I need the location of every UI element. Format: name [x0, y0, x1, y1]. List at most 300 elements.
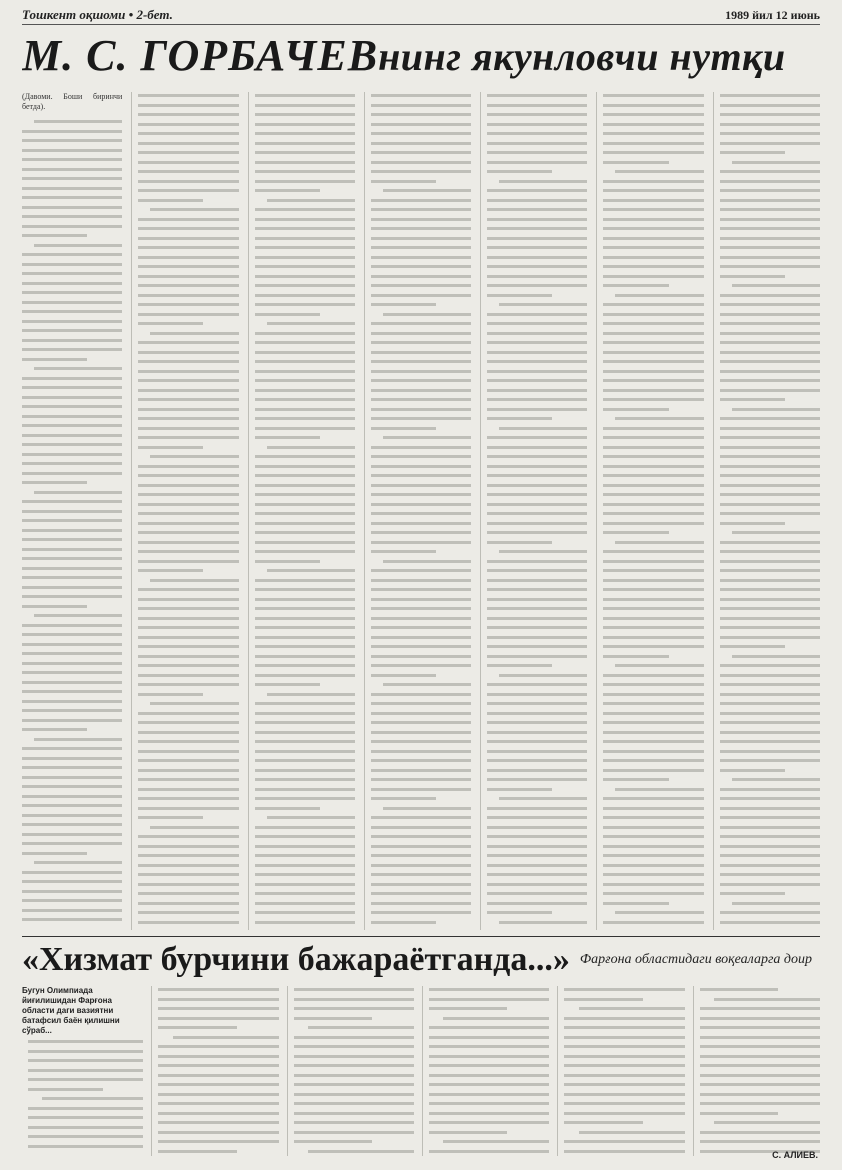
text-line	[564, 1017, 684, 1020]
text-line	[255, 503, 355, 506]
text-line	[720, 294, 820, 297]
text-line	[615, 911, 703, 914]
text-line	[487, 759, 587, 762]
text-line	[138, 398, 238, 401]
text-line	[138, 560, 238, 563]
text-line	[720, 379, 820, 382]
text-line	[138, 854, 238, 857]
text-line	[138, 123, 238, 126]
text-line	[700, 1045, 820, 1048]
text-line	[255, 921, 355, 924]
text-line	[487, 474, 587, 477]
text-line	[487, 883, 587, 886]
text-line	[138, 626, 238, 629]
text-line	[732, 655, 820, 658]
text-line	[487, 788, 552, 791]
text-line	[22, 500, 122, 503]
text-line	[564, 1083, 684, 1086]
text-line	[22, 690, 122, 693]
text-line	[720, 512, 820, 515]
text-line	[603, 123, 703, 126]
text-line	[720, 351, 820, 354]
text-line	[255, 275, 355, 278]
text-line	[487, 123, 587, 126]
text-line	[138, 189, 238, 192]
text-line	[371, 265, 471, 268]
text-line	[720, 911, 820, 914]
text-line	[603, 341, 703, 344]
text-line	[138, 417, 238, 420]
text-line	[22, 519, 122, 522]
text-line	[429, 1083, 549, 1086]
text-line	[371, 398, 471, 401]
text-line	[22, 510, 122, 513]
text-line	[603, 208, 703, 211]
text-line	[603, 835, 703, 838]
text-line	[371, 645, 471, 648]
text-line	[487, 598, 587, 601]
text-line	[255, 522, 355, 525]
text-line	[138, 617, 238, 620]
text-line	[22, 282, 122, 285]
text-line	[22, 139, 122, 142]
text-line	[158, 1112, 278, 1115]
text-line	[603, 113, 703, 116]
text-line	[487, 398, 587, 401]
text-line	[22, 301, 122, 304]
text-line	[138, 151, 238, 154]
text-line	[294, 1121, 414, 1124]
article-column	[422, 986, 549, 1156]
text-line	[28, 1107, 143, 1110]
text-line	[732, 408, 820, 411]
text-line	[603, 854, 703, 857]
text-line	[720, 854, 820, 857]
text-line	[138, 322, 203, 325]
text-block	[429, 986, 549, 1156]
text-line	[429, 988, 549, 991]
text-line	[371, 902, 471, 905]
text-line	[429, 1102, 549, 1105]
text-line	[138, 389, 238, 392]
text-line	[255, 227, 355, 230]
text-line	[255, 123, 355, 126]
text-line	[720, 370, 820, 373]
text-line	[22, 662, 122, 665]
text-line	[720, 503, 820, 506]
text-line	[700, 1093, 820, 1096]
text-line	[22, 605, 87, 608]
text-line	[371, 826, 471, 829]
text-line	[22, 557, 122, 560]
text-line	[138, 873, 238, 876]
text-line	[487, 617, 587, 620]
text-line	[255, 759, 355, 762]
masthead-date: 1989 йил 12 июнь	[725, 7, 820, 22]
text-line	[22, 652, 122, 655]
text-line	[255, 579, 355, 582]
text-line	[487, 408, 587, 411]
text-line	[371, 569, 471, 572]
text-line	[371, 759, 471, 762]
text-line	[138, 113, 238, 116]
text-line	[22, 130, 122, 133]
text-line	[138, 503, 238, 506]
text-line	[579, 1131, 685, 1134]
text-line	[138, 569, 203, 572]
text-line	[28, 1078, 143, 1081]
text-line	[603, 816, 703, 819]
second-subtitle: Фарғона областидаги воқеаларга доир	[579, 952, 812, 967]
text-line	[720, 484, 820, 487]
text-line	[138, 550, 238, 553]
text-line	[720, 208, 820, 211]
text-line	[603, 731, 703, 734]
text-line	[138, 531, 238, 534]
text-line	[603, 769, 703, 772]
text-line	[138, 436, 238, 439]
text-line	[255, 598, 355, 601]
text-line	[603, 826, 703, 829]
text-block	[487, 92, 587, 930]
text-line	[371, 797, 436, 800]
second-article-lead: Бугун Олимпиада йиғилишидан Фарғона области даги вазиятни батафсил баён қилишни сўраб...	[22, 986, 120, 1035]
text-line	[383, 313, 471, 316]
text-line	[487, 313, 587, 316]
text-line	[603, 845, 703, 848]
article-column	[480, 92, 587, 930]
text-line	[255, 294, 355, 297]
text-line	[429, 1045, 549, 1048]
text-line	[371, 531, 471, 534]
text-line	[603, 303, 703, 306]
second-article	[22, 986, 820, 1156]
text-line	[603, 702, 703, 705]
text-line	[429, 1007, 507, 1010]
text-line	[429, 1036, 549, 1039]
text-line	[255, 132, 355, 135]
text-line	[720, 151, 785, 154]
text-line	[720, 427, 820, 430]
text-line	[22, 225, 122, 228]
text-line	[487, 246, 587, 249]
text-line	[138, 265, 238, 268]
text-line	[487, 693, 587, 696]
text-line	[720, 142, 820, 145]
text-line	[158, 1102, 278, 1105]
text-line	[487, 778, 587, 781]
text-line	[28, 1069, 143, 1072]
text-line	[371, 227, 471, 230]
text-line	[487, 645, 587, 648]
article-column	[596, 92, 703, 930]
text-line	[371, 132, 471, 135]
text-line	[720, 541, 820, 544]
text-line	[487, 864, 587, 867]
text-line	[499, 797, 587, 800]
text-line	[720, 465, 820, 468]
text-line	[22, 833, 122, 836]
text-line	[487, 664, 552, 667]
text-line	[28, 1088, 103, 1091]
text-line	[564, 988, 684, 991]
article-signature: С. АЛИЕВ.	[772, 1150, 818, 1160]
text-line	[603, 446, 703, 449]
text-line	[371, 455, 471, 458]
text-line	[371, 237, 471, 240]
text-line	[487, 721, 587, 724]
text-line	[371, 512, 471, 515]
text-line	[22, 310, 122, 313]
text-line	[720, 474, 820, 477]
text-line	[34, 861, 122, 864]
text-line	[22, 358, 87, 361]
text-line	[138, 294, 238, 297]
text-line	[158, 1150, 236, 1153]
text-line	[383, 436, 471, 439]
text-line	[138, 370, 238, 373]
text-line	[28, 1126, 143, 1129]
text-line	[371, 360, 471, 363]
text-line	[383, 189, 471, 192]
text-line	[138, 256, 238, 259]
text-line	[255, 493, 355, 496]
text-line	[603, 883, 703, 886]
article-column	[557, 986, 684, 1156]
text-line	[720, 436, 820, 439]
text-line	[603, 531, 668, 534]
text-line	[371, 702, 471, 705]
text-line	[22, 747, 122, 750]
text-line	[720, 237, 820, 240]
text-line	[700, 1112, 778, 1115]
text-line	[255, 778, 355, 781]
text-line	[255, 512, 355, 515]
text-line	[138, 427, 238, 430]
text-line	[158, 1007, 278, 1010]
text-line	[255, 655, 355, 658]
headline-name: М. С. ГОРБАЧЕВ	[22, 31, 379, 80]
text-line	[138, 864, 238, 867]
text-line	[158, 1055, 278, 1058]
text-line	[603, 588, 703, 591]
text-line	[22, 709, 122, 712]
text-line	[22, 472, 122, 475]
text-line	[603, 189, 703, 192]
text-line	[255, 664, 355, 667]
text-line	[487, 208, 587, 211]
text-line	[720, 265, 820, 268]
text-line	[720, 104, 820, 107]
text-line	[720, 759, 820, 762]
text-line	[255, 474, 355, 477]
text-line	[720, 883, 820, 886]
text-line	[383, 560, 471, 563]
text-line	[371, 123, 471, 126]
text-line	[603, 370, 703, 373]
text-line	[255, 417, 355, 420]
text-line	[603, 484, 703, 487]
text-line	[429, 1150, 549, 1153]
text-line	[603, 94, 703, 97]
text-line	[499, 921, 587, 924]
text-line	[564, 998, 642, 1001]
text-line	[255, 313, 320, 316]
text-line	[371, 417, 471, 420]
text-line	[700, 1102, 820, 1105]
text-line	[34, 244, 122, 247]
text-line	[371, 626, 471, 629]
text-line	[255, 864, 355, 867]
text-line	[487, 911, 552, 914]
text-line	[720, 189, 820, 192]
text-line	[487, 740, 587, 743]
text-line	[700, 1140, 820, 1143]
text-line	[720, 569, 820, 572]
text-line	[499, 180, 587, 183]
text-line	[138, 911, 238, 914]
text-line	[487, 902, 587, 905]
text-line	[371, 284, 471, 287]
text-line	[487, 294, 552, 297]
text-line	[138, 902, 238, 905]
text-line	[371, 370, 471, 373]
text-line	[371, 835, 471, 838]
text-line	[603, 351, 703, 354]
text-line	[603, 360, 703, 363]
text-line	[720, 180, 820, 183]
text-line	[429, 998, 549, 1001]
text-line	[267, 199, 355, 202]
text-line	[603, 199, 703, 202]
text-line	[487, 417, 552, 420]
text-line	[487, 199, 587, 202]
text-line	[22, 804, 122, 807]
text-line	[700, 1064, 820, 1067]
text-line	[720, 275, 785, 278]
text-line	[22, 291, 122, 294]
text-line	[603, 740, 703, 743]
text-line	[22, 643, 122, 646]
text-line	[22, 909, 122, 912]
text-line	[720, 826, 820, 829]
text-line	[720, 921, 820, 924]
text-line	[429, 1112, 549, 1115]
text-line	[603, 161, 668, 164]
text-block	[700, 986, 820, 1156]
text-line	[487, 845, 587, 848]
text-line	[487, 170, 552, 173]
text-line	[22, 396, 122, 399]
text-line	[34, 614, 122, 617]
text-line	[487, 142, 587, 145]
text-line	[22, 681, 122, 684]
text-line	[371, 104, 471, 107]
text-line	[158, 998, 278, 1001]
text-line	[255, 341, 355, 344]
text-line	[603, 579, 703, 582]
text-line	[255, 455, 355, 458]
text-line	[158, 1131, 278, 1134]
text-line	[371, 493, 471, 496]
text-line	[487, 560, 587, 563]
text-line	[22, 196, 122, 199]
text-line	[371, 322, 471, 325]
text-line	[371, 427, 436, 430]
text-line	[371, 94, 471, 97]
text-line	[138, 446, 203, 449]
text-line	[371, 379, 471, 382]
text-line	[700, 1055, 820, 1058]
text-line	[720, 455, 820, 458]
text-line	[138, 769, 238, 772]
text-line	[22, 443, 122, 446]
text-line	[255, 560, 320, 563]
text-line	[720, 645, 785, 648]
text-line	[487, 189, 587, 192]
text-line	[267, 322, 355, 325]
text-line	[255, 427, 355, 430]
text-line	[173, 1036, 279, 1039]
text-line	[371, 883, 471, 886]
text-line	[371, 617, 471, 620]
text-line	[720, 892, 785, 895]
text-line	[603, 902, 668, 905]
text-line	[255, 674, 355, 677]
text-line	[603, 474, 703, 477]
masthead	[22, 6, 820, 25]
text-line	[255, 626, 355, 629]
text-line	[487, 873, 587, 876]
text-line	[720, 750, 820, 753]
text-line	[22, 918, 122, 921]
text-line	[603, 712, 703, 715]
text-line	[615, 788, 703, 791]
text-line	[487, 712, 587, 715]
text-line	[720, 769, 785, 772]
text-line	[158, 1026, 236, 1029]
text-line	[22, 329, 122, 332]
text-line	[138, 807, 238, 810]
text-line	[720, 322, 820, 325]
text-line	[255, 332, 355, 335]
text-line	[564, 1121, 642, 1124]
text-line	[22, 177, 122, 180]
text-line	[487, 655, 587, 658]
text-line	[255, 142, 355, 145]
text-line	[720, 493, 820, 496]
text-line	[22, 633, 122, 636]
text-line	[603, 180, 703, 183]
text-line	[294, 1102, 414, 1105]
text-line	[564, 1026, 684, 1029]
text-line	[255, 180, 355, 183]
text-line	[487, 322, 587, 325]
text-line	[371, 246, 471, 249]
text-line	[487, 503, 587, 506]
text-line	[720, 788, 820, 791]
text-line	[158, 1140, 278, 1143]
article-column	[364, 92, 471, 930]
text-line	[371, 873, 471, 876]
text-line	[22, 386, 122, 389]
text-line	[487, 227, 587, 230]
text-line	[429, 1064, 549, 1067]
text-line	[720, 864, 820, 867]
text-line	[255, 370, 355, 373]
text-line	[150, 702, 238, 705]
text-line	[603, 683, 703, 686]
